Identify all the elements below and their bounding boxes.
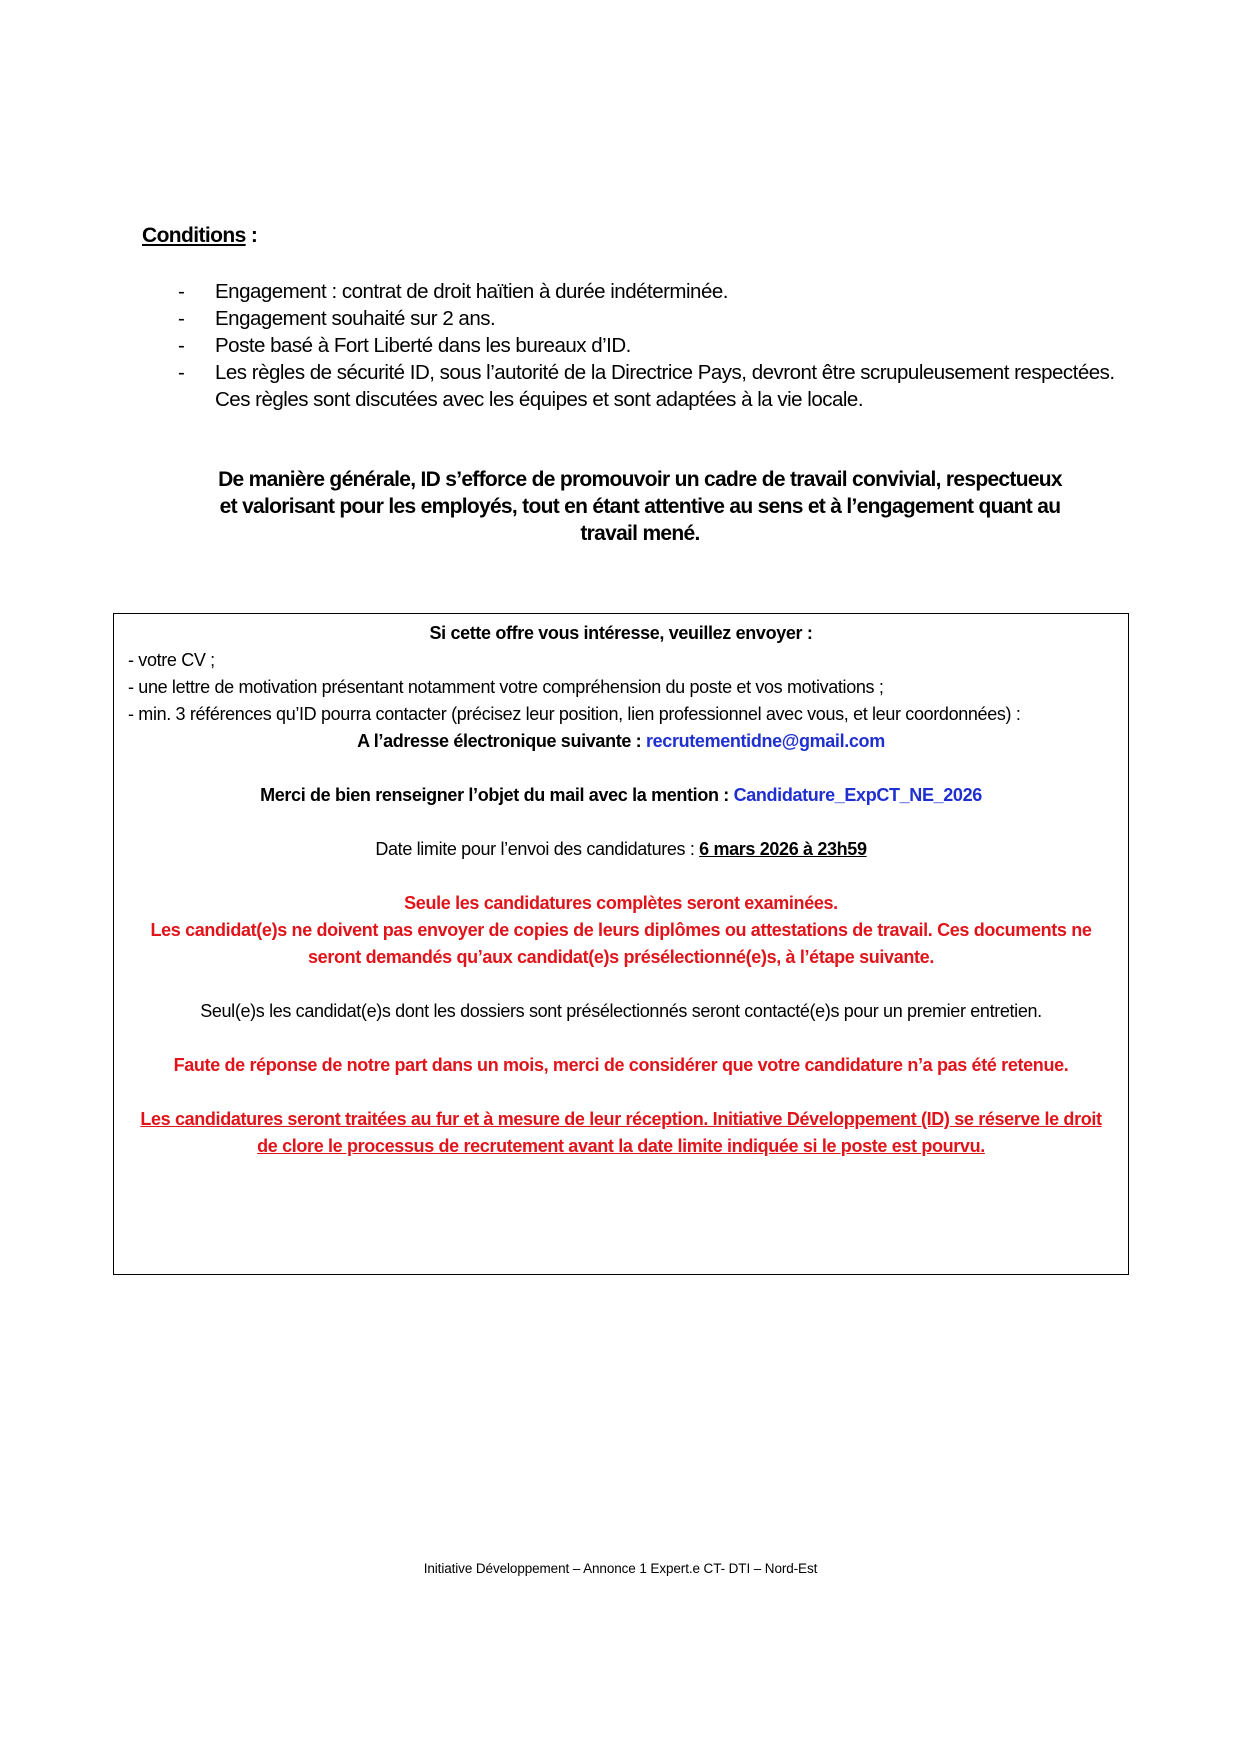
bullet-dash: - (178, 307, 185, 330)
spacer (128, 863, 1114, 890)
subject-line (128, 782, 1114, 809)
deadline-date: 6 mars 2026 à 23h59 (699, 839, 867, 859)
spacer (128, 755, 1114, 782)
document-item: - votre CV ; (128, 650, 215, 670)
rolling-note: Les candidatures seront traitées au fur et à mesure de leur réception. Initiative Développement (ID) se réserve le droit de clore le processus de recrutement avant la date limite indiquée si le poste est pourvu. (140, 1109, 1102, 1156)
condition-text: Poste basé à Fort Liberté dans les bureaux d’ID. (215, 334, 631, 357)
deadline-label: Date limite pour l’envoi des candidatures : (375, 839, 700, 859)
application-box-content (128, 620, 1114, 1160)
conditions-heading-colon: : (245, 224, 258, 247)
culture-statement: De manière générale, ID s’efforce de promouvoir un cadre de travail convivial, respectueux et valorisant pour les employés, tout en étant attentive au sens et à l’engagement quant au travail mené. (218, 468, 1062, 545)
document-item: - une lettre de motivation présentant notamment votre compréhension du poste et vos motivations ; (128, 677, 884, 697)
warning-no-copies: Les candidat(e)s ne doivent pas envoyer de copies de leurs diplômes ou attestations de travail. Ces documents ne seront demandés qu’aux candidat(e)s présélectionné(e)s, à l’étape suivante. (150, 920, 1092, 967)
email-address-link[interactable]: recrutementidne@gmail.com (645, 731, 885, 751)
bullet-dash: - (178, 334, 185, 357)
condition-item (178, 359, 1128, 413)
condition-item (178, 305, 1128, 332)
condition-text: Engagement souhaité sur 2 ans. (215, 307, 496, 330)
condition-item (178, 332, 1128, 359)
condition-text: Engagement : contrat de droit haïtien à durée indéterminée. (215, 280, 728, 303)
document-item: - min. 3 références qu’ID pourra contacter (précisez leur position, lien professionnel avec vous, et leur coordonnées) : (128, 704, 1021, 724)
email-line (128, 728, 1114, 755)
email-label: A l’adresse électronique suivante : (357, 731, 646, 751)
warning-complete: Seule les candidatures complètes seront examinées. (404, 893, 838, 913)
conditions-list (178, 278, 1128, 413)
spacer (128, 1079, 1114, 1106)
contact-note: Seul(e)s les candidat(e)s dont les dossiers sont présélectionnés seront contacté(e)s pour un premier entretien. (200, 1001, 1042, 1021)
condition-item (178, 278, 1128, 305)
conditions-heading (142, 224, 257, 248)
subject-label: Merci de bien renseigner l’objet du mail avec la mention : (260, 785, 734, 805)
conditions-heading-text: Conditions (142, 224, 246, 247)
spacer (128, 809, 1114, 836)
application-box (113, 613, 1129, 1275)
spacer (128, 1025, 1114, 1052)
spacer (128, 971, 1114, 998)
condition-text: Les règles de sécurité ID, sous l’autorité de la Directrice Pays, devront être scrupuleusement respectées. Ces règles sont discutées avec les équipes et sont adaptées à la vie locale. (215, 361, 1115, 411)
bullet-dash: - (178, 361, 185, 384)
application-intro: Si cette offre vous intéresse, veuillez envoyer : (429, 623, 813, 643)
page-footer: Initiative Développement – Annonce 1 Expert.e CT- DTI – Nord-Est (423, 1561, 818, 1576)
no-response-note: Faute de réponse de notre part dans un mois, merci de considérer que votre candidature n’a pas été retenue. (173, 1055, 1069, 1075)
subject-mention: Candidature_ExpCT_NE_2026 (733, 785, 982, 805)
bullet-dash: - (178, 280, 185, 303)
deadline-line (128, 836, 1114, 863)
